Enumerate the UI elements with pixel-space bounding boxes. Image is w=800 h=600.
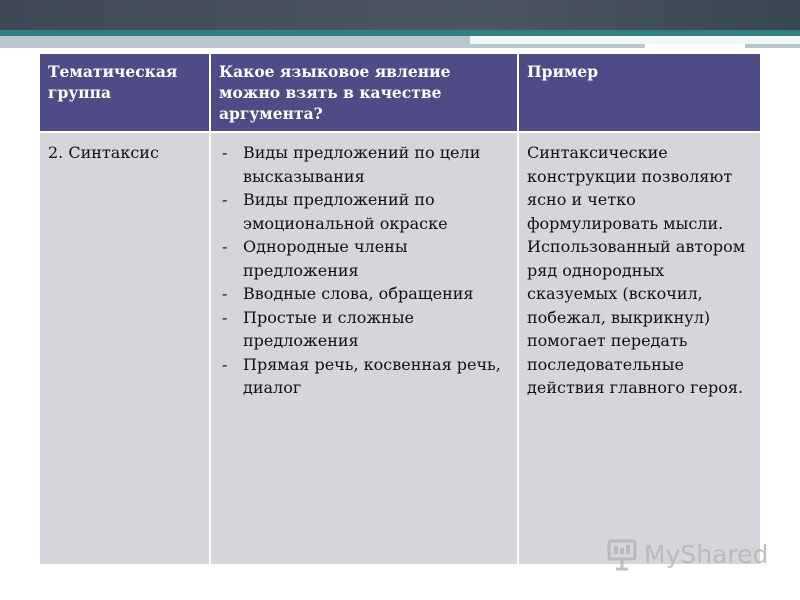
table-row (40, 132, 760, 564)
table-header-row (40, 54, 760, 132)
phenomena-list (219, 141, 509, 400)
list-item: - Прямая речь, косвенная речь, диалог (219, 353, 509, 400)
syntax-table (40, 54, 760, 564)
top-decor-stripe-white-short (645, 44, 745, 48)
watermark-logo (606, 536, 768, 572)
presentation-board-icon (606, 536, 638, 572)
list-item: - Простые и сложные предложения (219, 306, 509, 353)
list-item: - Виды предложений по эмоциональной окраске (219, 188, 509, 235)
header-language-phenomenon: Какое языковое явление можно взять в качестве аргумента? (210, 54, 518, 132)
top-decor-band (0, 0, 800, 30)
header-thematic-group: Тематическая группа (40, 54, 210, 132)
list-item: - Однородные члены предложения (219, 235, 509, 282)
cell-phenomena (210, 132, 518, 564)
watermark-text: MyShared (644, 539, 769, 569)
top-decor-stripe-white (470, 36, 800, 44)
list-item: - Вводные слова, обращения (219, 282, 509, 306)
header-example: Пример (518, 54, 760, 132)
cell-group: 2. Синтаксис (40, 132, 210, 564)
list-item: - Виды предложений по цели высказывания (219, 141, 509, 188)
cell-example: Синтаксические конструкции позволяют ясно и четко формулировать мысли. Использованный автором ряд однородных сказуемых (вскочил, побежал, выкрикнул) помогает передать последовательные действия главного героя. (518, 132, 760, 564)
